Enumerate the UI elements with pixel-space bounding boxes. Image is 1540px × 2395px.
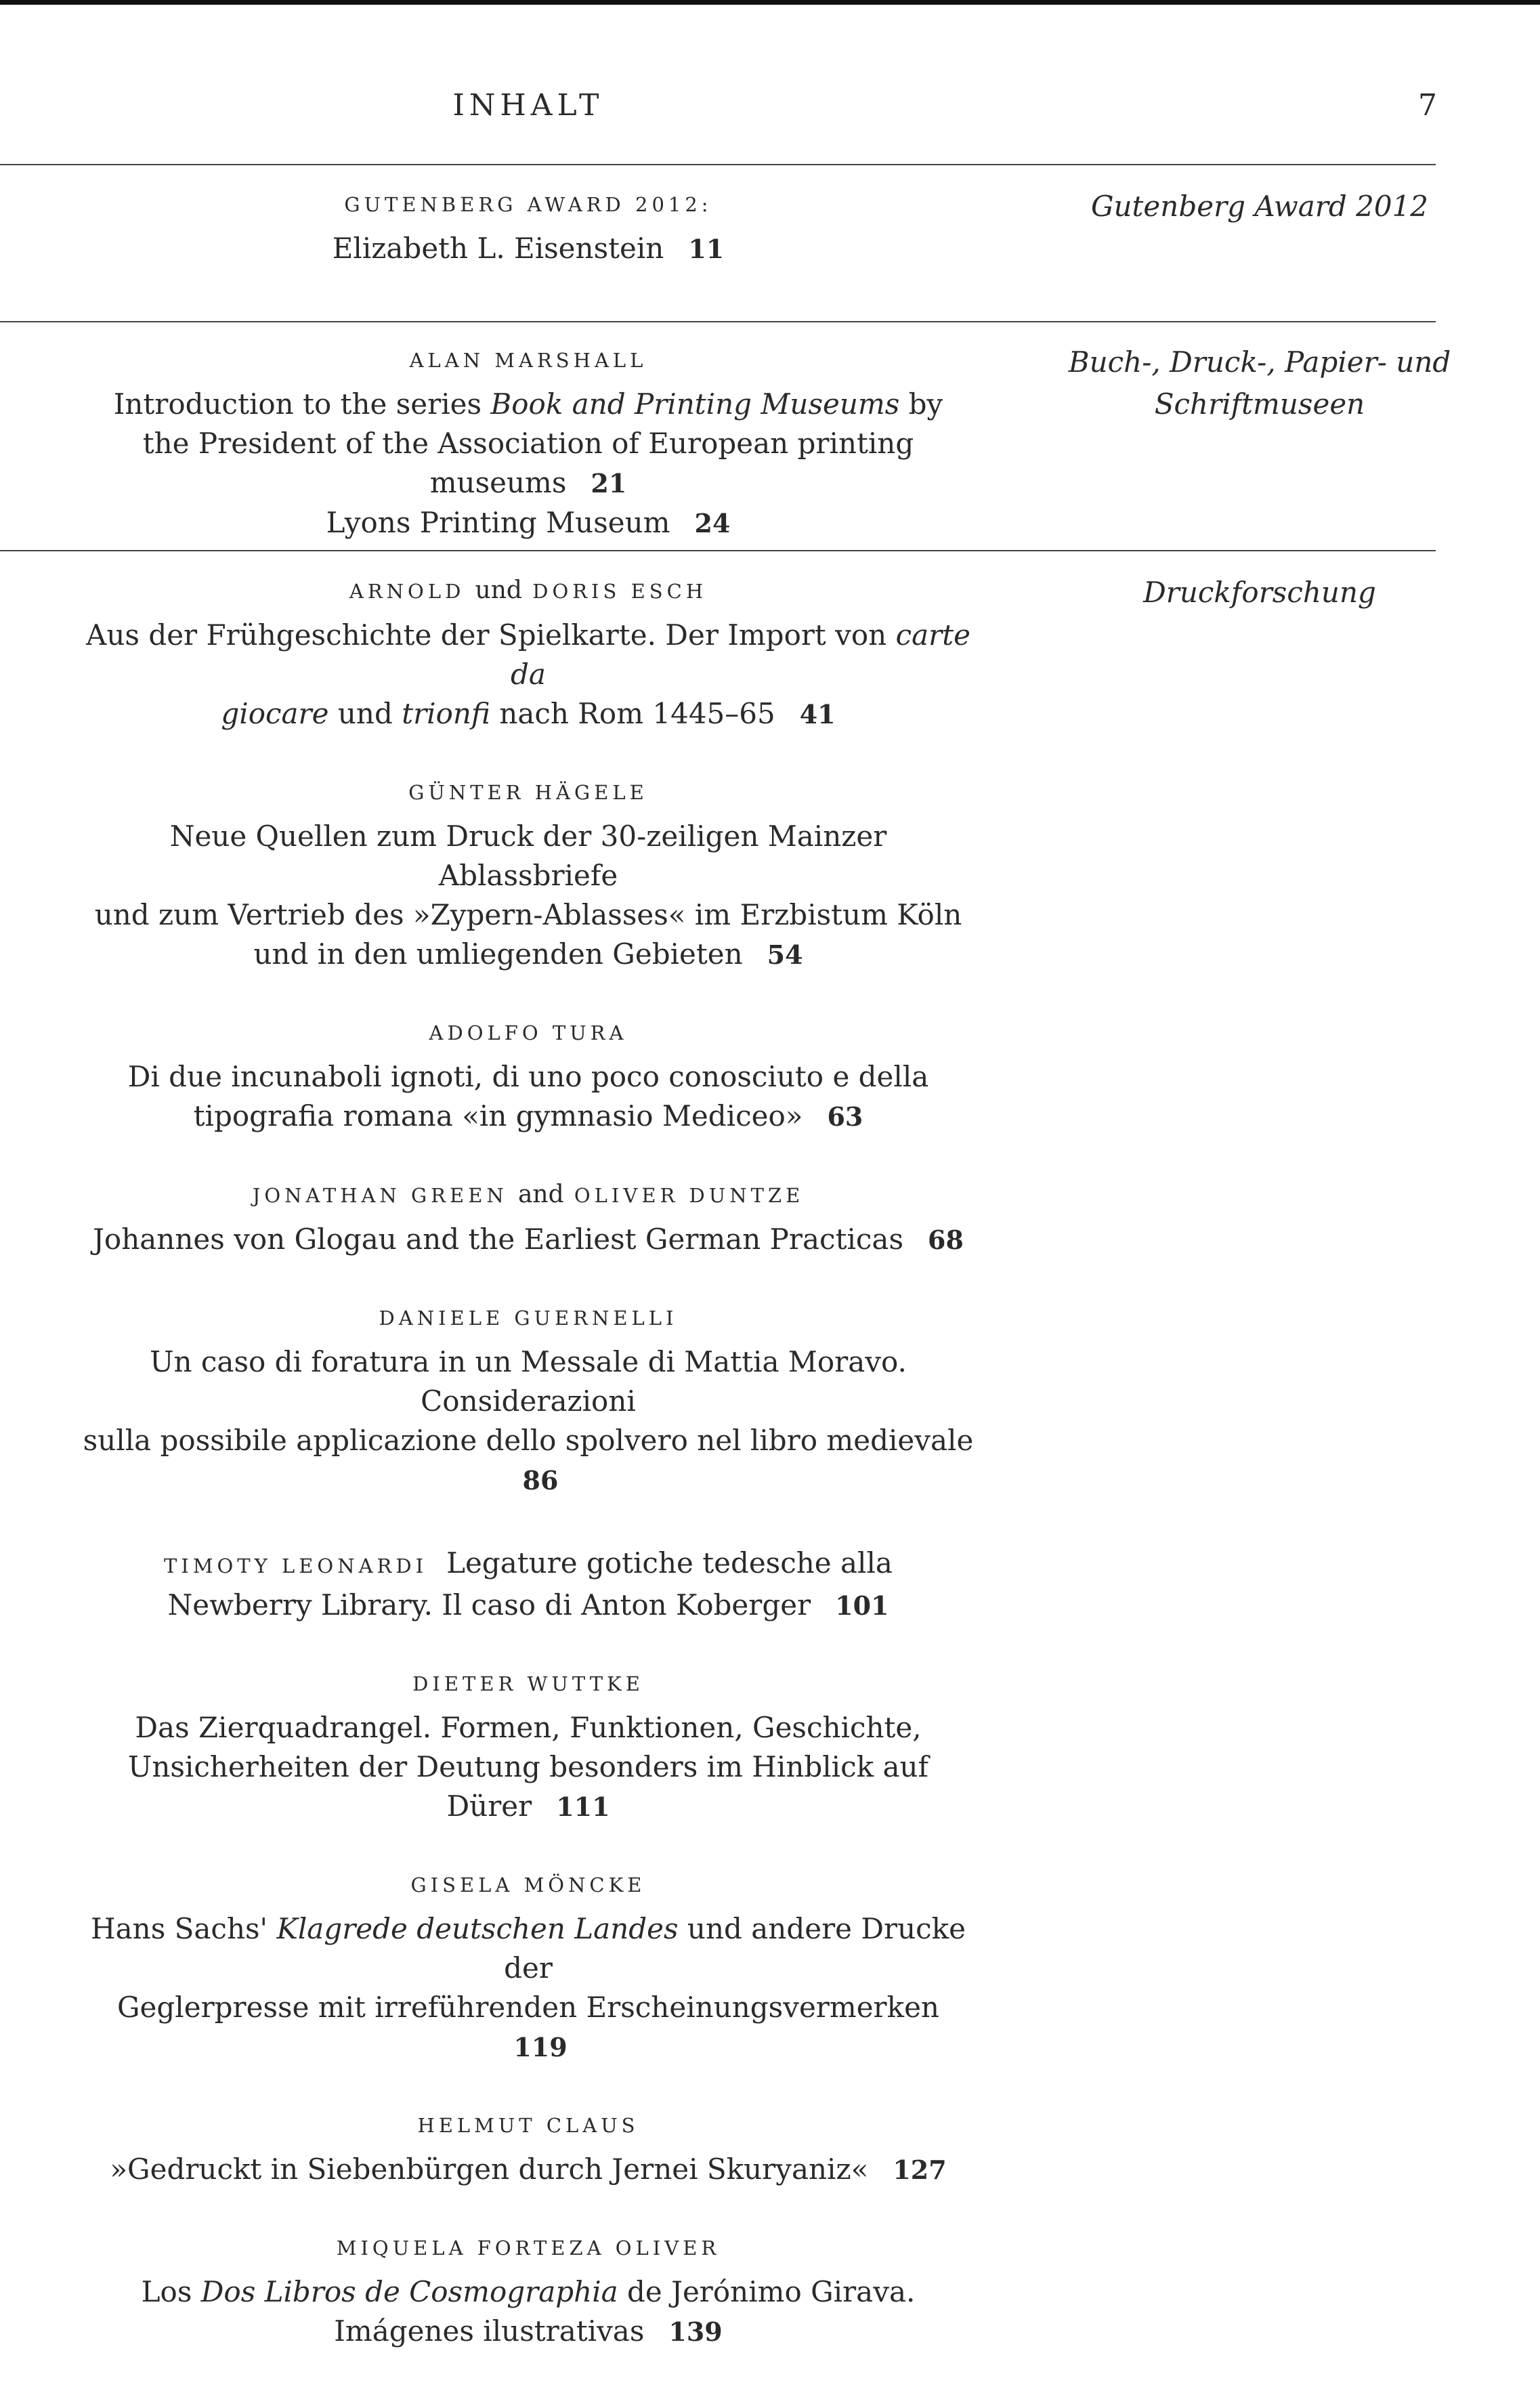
entry-title-text: by [899,387,943,421]
entry-title-line [81,694,975,734]
side-label-line: Schriftmuseen [1154,387,1365,421]
entry-title-line [81,424,975,503]
entry-page: 63 [827,1101,863,1132]
entry-author: TIMOTY LEONARDI [164,1554,428,1577]
divider-2 [0,550,1436,551]
entry-title-italic: Book and Printing Museums [490,387,900,421]
entry-author: HELMUT CLAUS [417,2114,639,2137]
entry-title-line [81,2312,975,2352]
entry-page: 127 [893,2155,947,2185]
entry-page: 54 [767,939,803,970]
entry-title-line [81,385,975,424]
entry-page: 139 [668,2316,723,2347]
entry-author [81,576,975,606]
side-label-line: Buch-, Druck-, Papier- und [1068,345,1451,379]
toc-entry [81,1018,975,1137]
entry-title-italic: Dos Libros de Cosmographia [200,2275,618,2308]
entry-title-line: und zum Vertrieb des »Zypern-Ablasses« im Erzbistum Köln [94,898,962,931]
entry-title-text: Aus der Frühgeschichte der Spielkarte. Der Import von [86,618,896,652]
entry-title [81,229,975,269]
entry-page: 41 [799,699,836,729]
entry-title-line [81,1544,975,1586]
entry-title-text: und [328,697,402,730]
author-join: und [475,576,522,604]
entry-author [81,1180,975,1210]
entry-title-text: Los [141,2275,201,2308]
entry-author: GÜNTER HÄGELE [408,781,648,804]
entry-author: MIQUELA FORTEZA OLIVER [336,2237,721,2260]
toc-entry [81,2111,975,2190]
entry-title-line [81,1220,975,1260]
entry-title-text: Hans Sachs' [91,1912,277,1945]
entry-title-text: Introduction to the series [113,387,491,421]
entry-title-line [81,2272,975,2312]
toc-entry [81,1303,975,1500]
entry-page: 101 [835,1590,889,1621]
entry-title-line: Neue Quellen zum Druck der 30-zeiligen Mainzer Ablassbriefe [169,820,887,892]
entry-author: DIETER WUTTKE [412,1672,644,1695]
toc-entry [81,1669,975,1827]
toc-entry [81,2233,975,2352]
entry-title-line [81,503,975,543]
entry-author: DANIELE GUERNELLI [379,1307,678,1330]
entry-title-line: Di due incunaboli ignoti, di uno poco conosciuto e della [127,1060,929,1093]
author-join: and [517,1181,564,1208]
entry-title-line [81,616,975,694]
author-name: JONATHAN GREEN [252,1184,508,1207]
entry-title-text: tipografia romana «in gymnasio Mediceo» [193,1099,803,1132]
entry-page: 119 [513,2032,568,2062]
toc-entry [81,1180,975,1260]
author-name: DORIS ESCH [532,580,708,603]
page-number: 7 [1418,88,1437,123]
entry-author: GISELA MÖNCKE [410,1873,646,1896]
entry-title-line [81,935,975,975]
entry-title-text: de Jerónimo Girava. [618,2275,916,2308]
entry-title-text: the President of the Association of European printing museums [142,427,914,499]
entry-page: 68 [928,1225,964,1255]
entry-title-line [81,1421,975,1500]
entry-title-text: nach Rom 1445–65 [490,697,775,730]
entry-title-text: Lyons Printing Museum [326,506,670,539]
section-side-label [1029,341,1490,425]
section-entries [81,576,975,2395]
entry-page: 11 [688,234,725,264]
toc-entry [81,778,975,975]
entry-title-text: Newberry Library. Il caso di Anton Koberger [167,1588,811,1622]
author-name: OLIVER DUNTZE [574,1184,805,1207]
entry-title-text: sulla possibile applicazione dello spolvero nel libro medievale [83,1424,974,1457]
entry-title-line: Das Zierquadrangel. Formen, Funktionen, Geschichte, [135,1711,922,1744]
entry-author: GUTENBERG AWARD 2012: [344,193,712,216]
entry-title-text: »Gedruckt in Siebenbürgen durch Jernei Skuryaniz« [110,2153,869,2186]
section-entries [81,190,975,312]
entry-title-text: Imágenes ilustrativas [334,2314,645,2348]
page-header [0,81,1540,135]
entry-title-text: und andere Drucke der [504,1912,966,1985]
entry-title-italic: trionfi [402,697,490,730]
entry-page: 86 [522,1465,559,1496]
scan-top-edge [0,0,1540,5]
section-side-label: Druckforschung [1143,576,1376,609]
author-name: ARNOLD [349,580,465,603]
page-title: INHALT [452,88,604,123]
entry-author: ALAN MARSHALL [409,349,647,372]
entry-title-text: Geglerpresse mit irreführenden Erscheinungsvermerken [116,1991,939,2024]
divider-top [0,164,1436,165]
entry-title-italic: carte da [511,618,970,691]
entry-title-line [81,1097,975,1137]
entry-title-line [81,1747,975,1827]
entry-title-text: Legature gotiche tedesche alla [446,1546,893,1580]
toc-entry [81,1870,975,2067]
toc-entry [81,345,975,543]
entry-title-text: Unsicherheiten der Deutung besonders im Hinblick auf Dürer [127,1750,929,1823]
entry-title-text: und in den umliegenden Gebieten [253,937,743,971]
entry-page: 111 [556,1792,610,1822]
entry-title-line [81,1586,975,1626]
entry-title-text: Johannes von Glogau and the Earliest German Practicas [93,1223,903,1256]
entry-title-line [81,1909,975,1988]
entry-title-line: Un caso di foratura in un Messale di Mattia Moravo. Considerazioni [150,1345,907,1418]
toc-entry [81,1544,975,1626]
toc-entry [81,576,975,734]
divider-1 [0,321,1436,322]
entry-page: 21 [591,468,627,499]
entry-title-line [81,1988,975,2067]
entry-title-line [81,2150,975,2190]
entry-author: ADOLFO TURA [429,1021,628,1044]
entry-title-italic: giocare [221,697,329,730]
section-side-label: Gutenberg Award 2012 [1090,190,1429,223]
entry-page: 24 [694,508,731,538]
entry-title-text: Elizabeth L. Eisenstein [332,232,664,265]
entry-title-italic: Klagrede deutschen Landes [276,1912,679,1945]
toc-entry [81,190,975,269]
